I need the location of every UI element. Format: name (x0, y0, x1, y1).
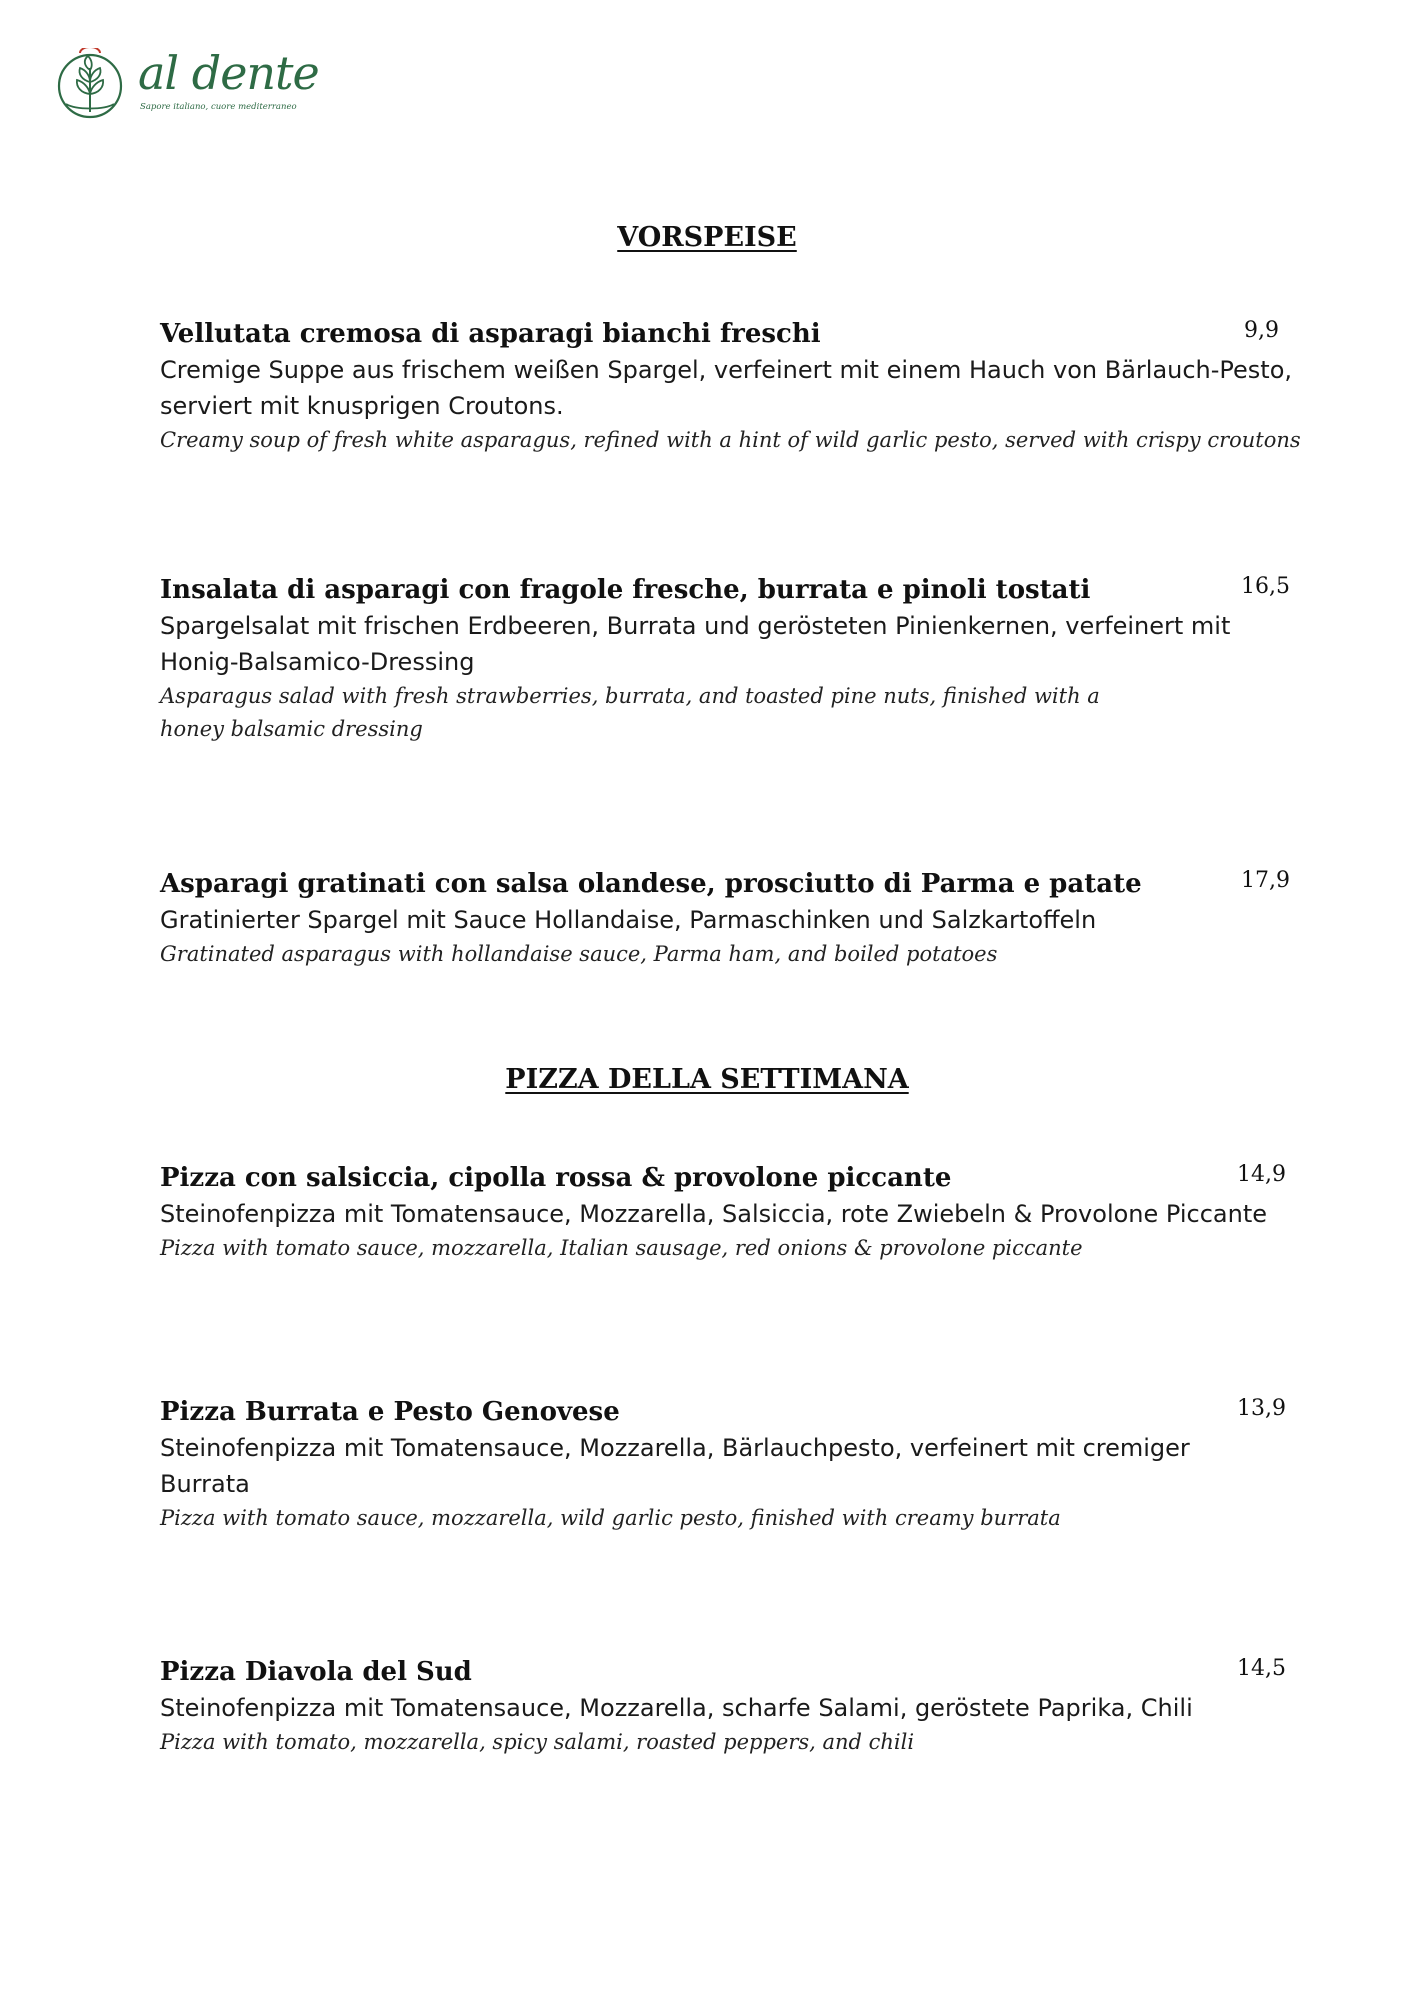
menu-item-description-de: Steinofenpizza mit Tomatensauce, Mozzarella, Salsiccia, rote Zwiebeln & Provolone Piccante (160, 1199, 1267, 1228)
menu-item-description-en: Creamy soup of fresh white asparagus, refined with a hint of wild garlic pesto, served with crispy croutons (160, 427, 1301, 452)
menu-item (160, 574, 1310, 747)
menu-item-price: 14,9 (1237, 1162, 1286, 1187)
menu-item-description-en: Gratinated asparagus with hollandaise sauce, Parma ham, and boiled potatoes (160, 941, 998, 966)
menu-item-description-de: Steinofenpizza mit Tomatensauce, Mozzarella, scharfe Salami, geröstete Paprika, Chili (160, 1693, 1193, 1722)
logo-tagline: Sapore italiano, cuore mediterraneo (140, 102, 297, 112)
menu-item-name: Asparagi gratinati con salsa olandese, prosciutto di Parma e patate (160, 869, 1142, 899)
section-title-pizza-della-settimana: PIZZA DELLA SETTIMANA (505, 1064, 909, 1095)
menu-item (160, 1162, 1310, 1265)
menu-item (160, 1656, 1310, 1759)
section-title-vorspeise: VORSPEISE (617, 222, 797, 253)
menu-item-price: 14,5 (1237, 1656, 1286, 1681)
menu-item-price: 9,9 (1244, 318, 1279, 343)
menu-item-price: 16,5 (1241, 574, 1290, 599)
restaurant-logo (50, 46, 319, 120)
menu-item-description-en: Asparagus salad with fresh strawberries, burrata, and toasted pine nuts, finished with a honey balsamic dressing (160, 683, 1100, 742)
menu-item-description-en: Pizza with tomato sauce, mozzarella, Italian sausage, red onions & provolone piccante (160, 1235, 1083, 1260)
menu-item (160, 1396, 1310, 1535)
menu-item-name: Pizza Diavola del Sud (160, 1657, 472, 1687)
menu-item-price: 13,9 (1237, 1396, 1286, 1421)
menu-item (160, 318, 1310, 457)
menu-item-name: Vellutata cremosa di asparagi bianchi freschi (160, 319, 821, 349)
menu-item-description-en: Pizza with tomato, mozzarella, spicy salami, roasted peppers, and chili (160, 1729, 915, 1754)
menu-item (160, 868, 1310, 971)
menu-item-description-de: Spargelsalat mit frischen Erdbeeren, Burrata und gerösteten Pinienkernen, verfeinert mit Honig-Balsamico-Dressing (160, 611, 1231, 676)
menu-item-name: Pizza con salsiccia, cipolla rossa & provolone piccante (160, 1163, 952, 1193)
menu-item-description-en: Pizza with tomato sauce, mozzarella, wild garlic pesto, finished with creamy burrata (160, 1505, 1061, 1530)
menu-item-description-de: Steinofenpizza mit Tomatensauce, Mozzarella, Bärlauchpesto, verfeinert mit cremiger Burrata (160, 1433, 1190, 1498)
menu-item-name: Insalata di asparagi con fragole fresche, burrata e pinoli tostati (160, 575, 1091, 605)
logo-name: al dente (138, 46, 319, 100)
menu-item-price: 17,9 (1241, 868, 1290, 893)
menu-item-description-de: Gratinierter Spargel mit Sauce Hollandaise, Parmaschinken und Salzkartoffeln (160, 905, 1097, 934)
wheat-leaf-emblem-icon (50, 48, 132, 120)
menu-item-description-de: Cremige Suppe aus frischem weißen Spargel, verfeinert mit einem Hauch von Bärlauch-Pesto, serviert mit knusprigen Croutons. (160, 355, 1293, 420)
menu-item-name: Pizza Burrata e Pesto Genovese (160, 1397, 620, 1427)
